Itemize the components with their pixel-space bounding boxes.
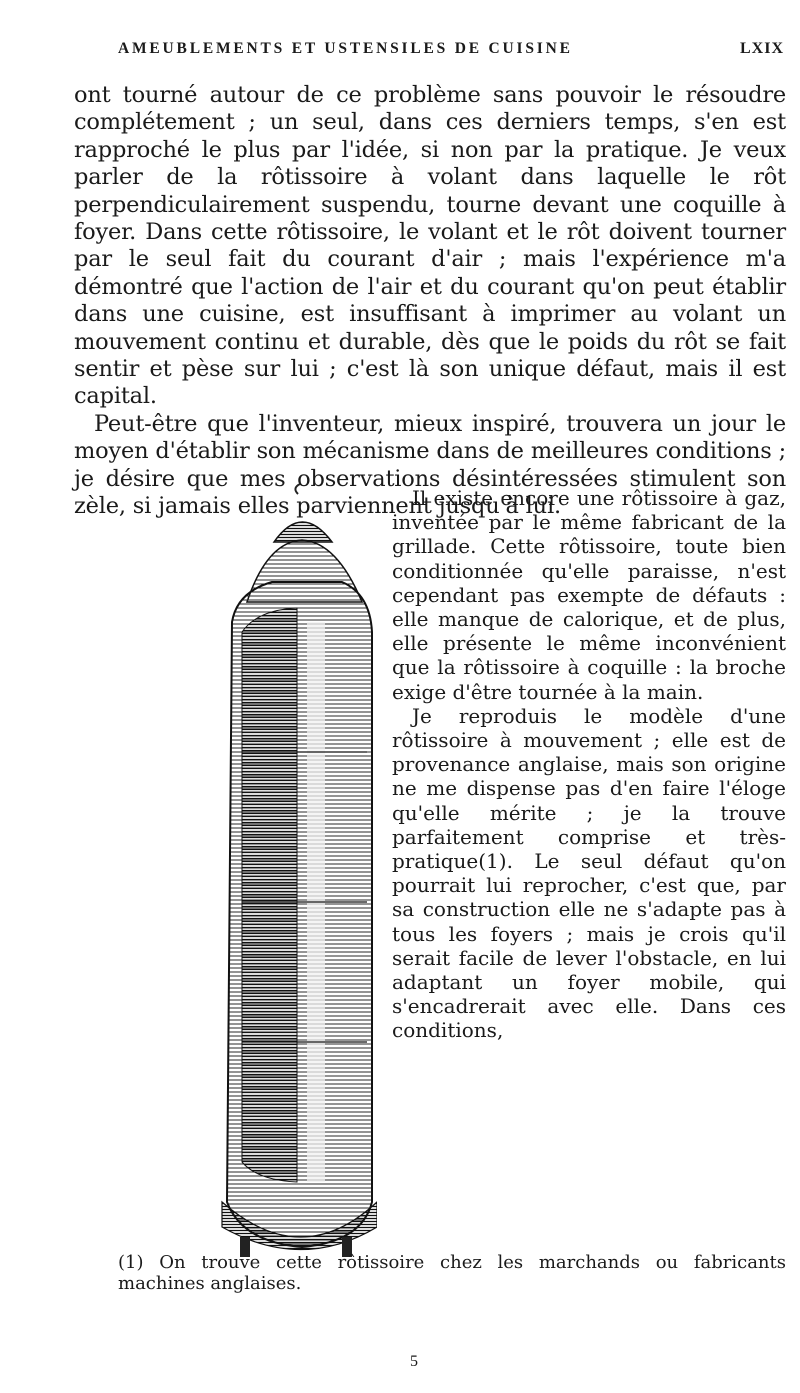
right-text-column: [392, 486, 786, 1043]
roman-page-number: LXIX: [739, 40, 784, 57]
paragraph-3: Il existe encore une rôtissoire à gaz, inventée par le même fabricant de la grillade. Cette rôtissoire, toute bien conditionnée qu'elle paraisse, n'est cependant pas exempte de défauts : elle manque de calorique, et de plus, elle présente le même inconvénient que la rôtissoire à coquille : la broche exige d'être tournée à la main.: [392, 486, 786, 704]
page-header: [118, 40, 784, 58]
footnote: (1) On trouve cette rôtissoire chez les marchands ou fabricants machines anglaises.: [118, 1252, 786, 1294]
running-head: AMEUBLEMENTS ET USTENSILES DE CUISINE: [118, 40, 573, 57]
page-number: 5: [410, 1353, 418, 1370]
rotissoire-engraving-icon: [212, 482, 377, 1262]
top-text-block: [74, 82, 786, 521]
paragraph-2: Peut-être que l'inventeur, mieux inspiré, trouvera un jour le moyen d'établir son mécanisme dans de meilleures conditions ; je désire que mes observations désintéressées stimulent son zèle, si jamais elles parviennent jusqu'à lui.: [74, 410, 786, 520]
paragraph-1: ont tourné autour de ce problème sans pouvoir le résoudre complétement ; un seul, dans ces derniers temps, s'en est rapproché le plus par l'idée, si non par la pratique. Je veux parler de la rôtissoire à volant dans laquelle le rôt perpendiculairement suspendu, tourne devant une coquille à foyer. Dans cette rôtissoire, le volant et le rôt doivent tourner par le seul fait du courant d'air ; mais l'expérience m'a démontré que l'action de l'air et du courant qu'on peut établir dans une cuisine, est insuffisant à imprimer au volant un mouvement continu et durable, dès que le poids du rôt se fait sentir et pèse sur lui ; c'est là son unique défaut, mais il est capital.: [74, 82, 786, 410]
paragraph-4: Je reproduis le modèle d'une rôtissoire à mouvement ; elle est de provenance anglaise, mais son origine ne me dispense pas d'en faire l'éloge qu'elle mérite ; je la trouve parfaitement comprise et très-pratique(1). Le seul défaut qu'on pourrait lui reprocher, c'est que, par sa construction elle ne s'adapte pas à tous les foyers ; mais je crois qu'il serait facile de lever l'obstacle, en lui adaptant un foyer mobile, qui s'encadrerait avec elle. Dans ces conditions,: [392, 703, 786, 1043]
